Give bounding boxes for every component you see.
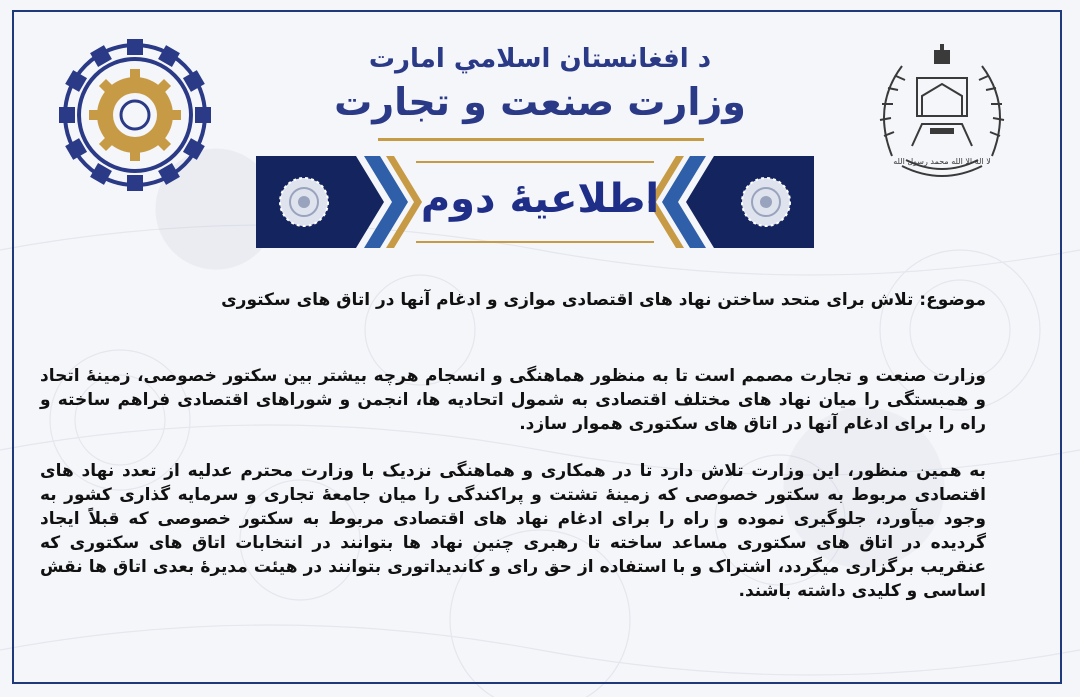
notice-title: اطلاعیهٔ دوم: [420, 176, 660, 222]
notice-paragraph-2: به همین منظور، این وزارت تلاش دارد تا در همکاری و هماهنگی نزدیک با وزارت محترم عدلیه از تعدد نهاد های اقتصادی مربوط به سکتور خصوصی که زمینهٔ تشتت و پراکندگی را میان جامعهٔ تجاری و سرمایه گذاری کشور به وجود میآورد، جلوگیری نموده و راه را برای ادغام نهاد های اقتصادی مربوط به سکتور خصوصی که قبلاً ایجاد گردیده در اتاق های سکتوری مساعد ساخته تا رهبری چنین نهاد ها بتوانند در انتخابات اتاق های سکتوری که عنقریب برگزاری میگردد، اشتراک و با استفاده از حق رای و کاندیداتوری بتوانند در هیئت مدیرهٔ بعدی اتاق ها نقش اساسی و کلیدی داشته باشند.: [40, 461, 986, 601]
emirate-emblem-icon: [862, 36, 1022, 196]
rosette-icon: [280, 178, 328, 226]
rosette-icon: [742, 178, 790, 226]
emirate-title: د افغانستان اسلامي امارت: [368, 44, 712, 74]
notice-paragraph-1: وزارت صنعت و تجارت مصمم است تا به منظور هماهنگی و انسجام هرچه بیشتر بین سکتور خصوصی، زمینهٔ اتحاد و همبستگی را میان نهاد های مختلف اقتصادی به شمول اتحادیه ها، انجمن و شوراهای اقتصادی فراهم ساخته و راه را برای ادغام آنها در اتاق های سکتوری هموار سازد.: [40, 366, 986, 434]
notice-subject: موضوع: تلاش برای متحد ساختن نهاد های اقتصادی موازی و ادغام آنها در اتاق های سکتوری: [221, 290, 986, 310]
header-gold-rule: [378, 138, 704, 141]
emblem-shahada-text: لا اله الا الله محمد رسول الله: [893, 157, 991, 166]
ministry-gear-rosette-icon: [52, 38, 218, 192]
ministry-title: وزارت صنعت و تجارت: [334, 80, 746, 124]
